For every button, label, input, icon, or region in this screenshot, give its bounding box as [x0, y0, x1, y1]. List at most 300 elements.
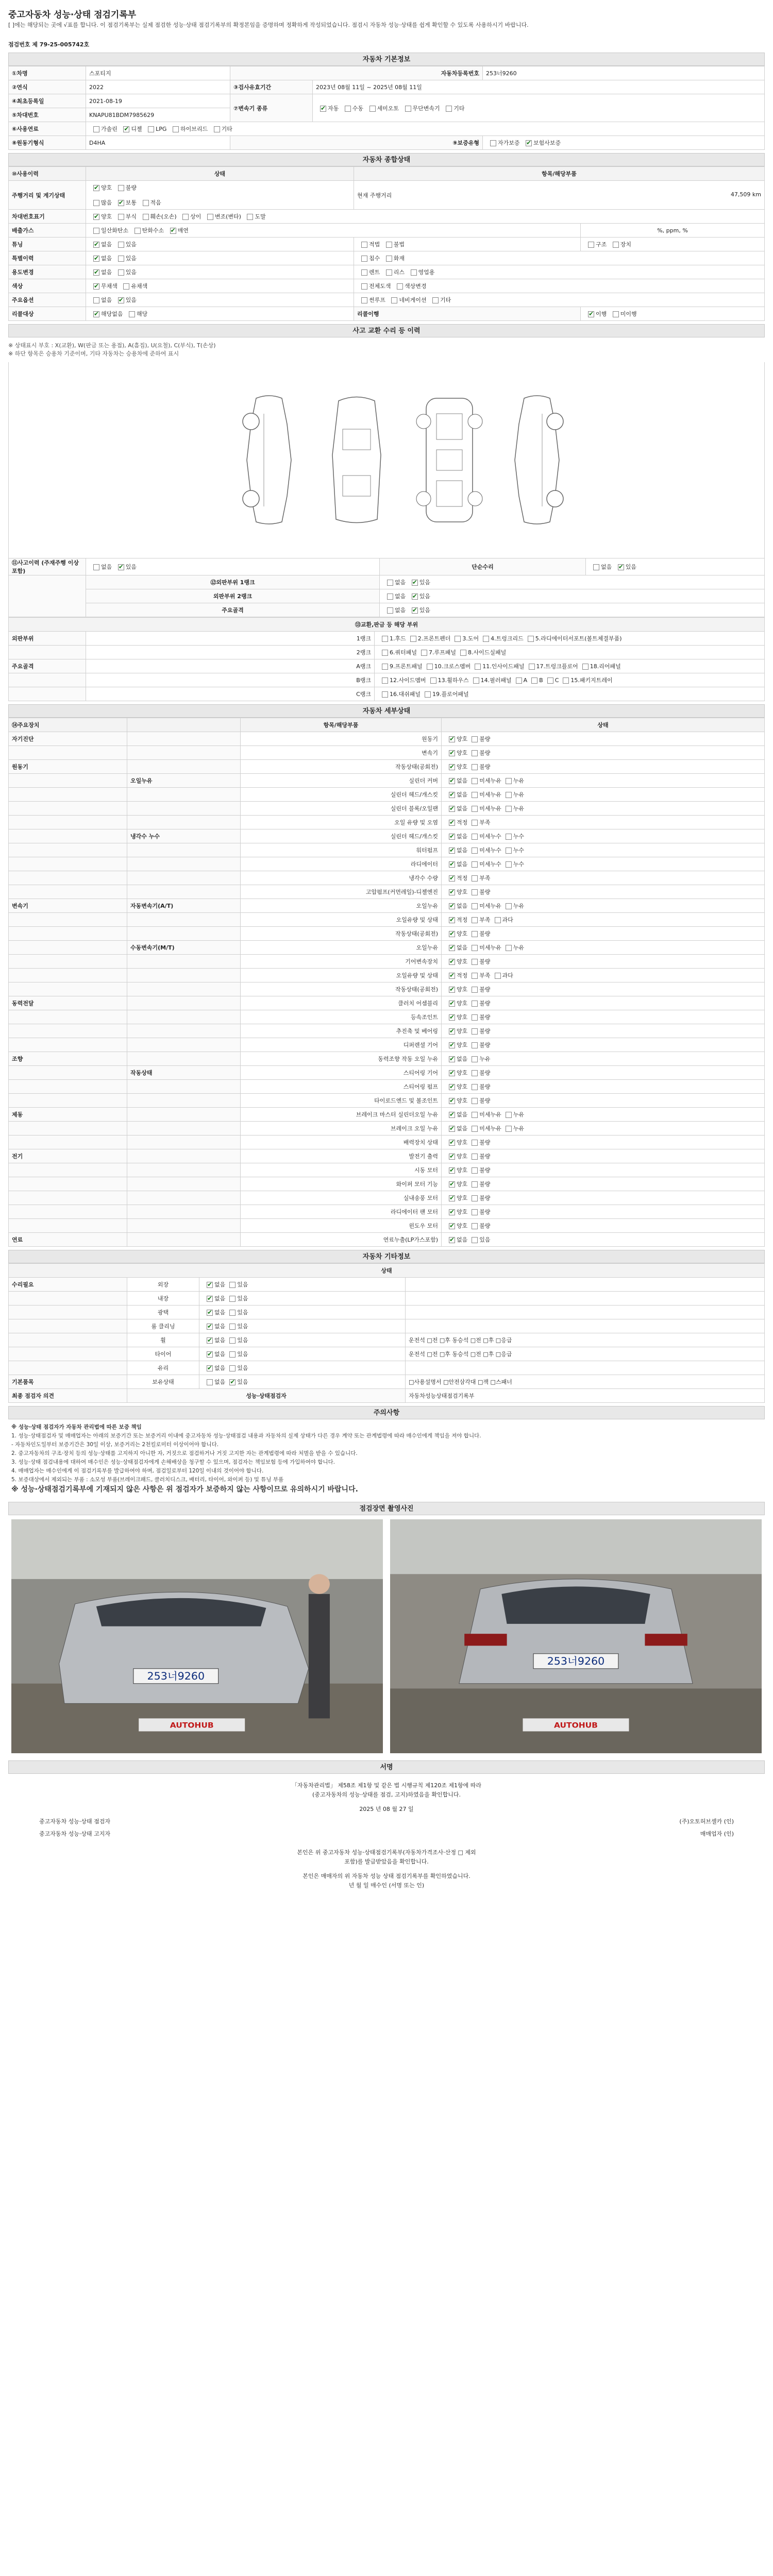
- detail-option-checkbox[interactable]: [449, 1167, 455, 1174]
- detail-item: 라디에이터: [241, 857, 442, 871]
- detail-option-checkbox[interactable]: [472, 1223, 478, 1229]
- detail-item: 오일유량 및 상태: [241, 913, 442, 927]
- document-title: 중고자동차 성능·상태 점검기록부: [8, 10, 137, 20]
- detail-options: [442, 955, 765, 969]
- other-option-checkbox[interactable]: [207, 1365, 213, 1371]
- other-option-checkbox[interactable]: [229, 1310, 236, 1316]
- detail-options: [442, 802, 765, 816]
- detail-option-label: 미세누유: [479, 805, 501, 812]
- detail-option-checkbox[interactable]: [449, 1084, 455, 1090]
- detail-option-label: 불량: [479, 958, 491, 965]
- other-option-checkbox[interactable]: [229, 1337, 236, 1344]
- caution-line: 1. 성능·상태점검자 및 매매업자는 아래의 보증기간 또는 보증거리 이내에 중고자동차 성능·상태점검 내용과 자동차의 실제 상태가 다른 경우 계약 또는 관계법령에 따라 매수인에게 책임을 져야 합니다.: [11, 1433, 481, 1439]
- detail-option-checkbox[interactable]: [472, 861, 478, 868]
- detail-options: [442, 941, 765, 955]
- panel2-yes-checkbox[interactable]: [412, 594, 418, 600]
- rank-item-checkbox[interactable]: [455, 636, 461, 642]
- detail-option-checkbox[interactable]: [472, 903, 478, 909]
- detail-option-label: 없음: [457, 1236, 468, 1243]
- detail-option-checkbox[interactable]: [449, 959, 455, 965]
- option-yes-checkbox[interactable]: [118, 297, 124, 303]
- detail-option-checkbox[interactable]: [449, 861, 455, 868]
- fuel-gasoline-checkbox[interactable]: [93, 126, 99, 132]
- rank-item-checkbox[interactable]: [382, 677, 388, 684]
- option-etc-checkbox[interactable]: [432, 297, 439, 303]
- detail-sub: [127, 982, 241, 996]
- detail-option-checkbox[interactable]: [449, 1154, 455, 1160]
- rank-item-checkbox[interactable]: [460, 650, 466, 656]
- special-yes-checkbox[interactable]: [118, 256, 124, 262]
- detail-option-label: 있음: [479, 1236, 491, 1243]
- detail-option-checkbox[interactable]: [449, 1070, 455, 1076]
- other-option-checkbox[interactable]: [207, 1337, 213, 1344]
- caution-line: 3. 성능·상태 점검내용에 대하여 매수인은 성능·상태점검자에게 손해배상을 청구할 수 있으며, 점검자는 책임보험 등에 가입하여야 합니다.: [11, 1459, 335, 1465]
- acc-none-checkbox[interactable]: [93, 564, 99, 570]
- detail-option-label: 미세누유: [479, 903, 501, 909]
- detail-option-checkbox[interactable]: [506, 778, 512, 784]
- detail-option-checkbox[interactable]: [472, 1028, 478, 1035]
- detail-option-checkbox[interactable]: [472, 987, 478, 993]
- sign-confirm-4: 년 월 일 매수인 (서명 또는 인): [348, 1882, 425, 1889]
- detail-option-label: 미세누수: [479, 861, 501, 868]
- warranty-options: 자가보증 ✔ 보험사보증: [483, 136, 765, 150]
- detail-option-checkbox[interactable]: [472, 1237, 478, 1243]
- frame-none-checkbox[interactable]: [387, 607, 393, 614]
- usage-rent-checkbox[interactable]: [361, 269, 367, 276]
- detail-sub: [127, 969, 241, 982]
- panel2-none-checkbox[interactable]: [387, 594, 393, 600]
- vin-mark-damage-checkbox[interactable]: [143, 214, 149, 220]
- detail-option-checkbox[interactable]: [472, 1195, 478, 1201]
- rank-item-checkbox[interactable]: [382, 636, 388, 642]
- detail-options: [442, 788, 765, 802]
- option-navi-checkbox[interactable]: [391, 297, 397, 303]
- rank-item-checkbox[interactable]: [475, 664, 481, 670]
- detail-sub: [127, 1122, 241, 1136]
- other-option-label: 없음: [214, 1337, 226, 1344]
- rank-group-label: 외판부위: [9, 632, 86, 646]
- rank-item-label: 17.트렁크플로어: [536, 663, 578, 670]
- recall-done-checkbox[interactable]: [588, 311, 594, 317]
- special-none-checkbox[interactable]: [93, 256, 99, 262]
- detail-group: [9, 816, 127, 829]
- detail-option-checkbox[interactable]: [495, 917, 501, 923]
- rank-item-label: 13.휠하우스: [438, 677, 469, 684]
- detail-item: 시동 모터: [241, 1163, 442, 1177]
- detail-row: [9, 1038, 765, 1052]
- detail-group: [9, 1191, 127, 1205]
- other-option-checkbox[interactable]: [229, 1379, 236, 1385]
- detail-option-checkbox[interactable]: [449, 945, 455, 951]
- sign-confirm-2: 포함)를 발급받았음을 확인합니다.: [344, 1858, 429, 1865]
- special-sub-options: 침수 화재: [354, 251, 765, 265]
- rank-item-checkbox[interactable]: [427, 664, 433, 670]
- detail-option-checkbox[interactable]: [472, 834, 478, 840]
- detail-row: [9, 1010, 765, 1024]
- other-option-checkbox[interactable]: [207, 1282, 213, 1288]
- detail-option-checkbox[interactable]: [449, 1181, 455, 1188]
- detail-option-checkbox[interactable]: [472, 1126, 478, 1132]
- parts-header: ⑬교환,판금 등 해당 부위: [9, 618, 765, 632]
- detail-option-checkbox[interactable]: [472, 931, 478, 937]
- mileage-many-checkbox[interactable]: [93, 200, 99, 206]
- col-detail: 항목/해당부품: [354, 167, 765, 181]
- detail-option-checkbox[interactable]: [449, 1014, 455, 1021]
- trans-manual-checkbox[interactable]: [345, 106, 351, 112]
- car-diagram: [8, 362, 765, 558]
- detail-option-checkbox[interactable]: [449, 931, 455, 937]
- rank-item-checkbox[interactable]: [483, 636, 489, 642]
- detail-option-checkbox[interactable]: [449, 889, 455, 895]
- detail-option-checkbox[interactable]: [472, 917, 478, 923]
- detail-option-checkbox[interactable]: [449, 987, 455, 993]
- other-option-checkbox[interactable]: [207, 1379, 213, 1385]
- usage-business-checkbox[interactable]: [411, 269, 417, 276]
- vin-mark-good-checkbox[interactable]: [93, 214, 99, 220]
- color-change-checkbox[interactable]: [397, 283, 403, 290]
- usage-lease-checkbox[interactable]: [386, 269, 392, 276]
- rank-item-checkbox[interactable]: [473, 677, 479, 684]
- detail-option-checkbox[interactable]: [472, 1167, 478, 1174]
- recall-none-checkbox[interactable]: [93, 311, 99, 317]
- detail-option-checkbox[interactable]: [506, 848, 512, 854]
- detail-option-checkbox[interactable]: [449, 1140, 455, 1146]
- detail-group: 원동기: [9, 760, 127, 774]
- other-option-checkbox[interactable]: [229, 1296, 236, 1302]
- detail-option-checkbox[interactable]: [449, 792, 455, 798]
- detail-option-checkbox[interactable]: [506, 806, 512, 812]
- sign-left-1: 중고자동차 성능·상태 점검자: [39, 1818, 111, 1825]
- detail-option-label: 누수: [513, 833, 525, 840]
- special-fire-checkbox[interactable]: [386, 256, 392, 262]
- vin-mark-diff-checkbox[interactable]: [182, 214, 189, 220]
- detail-sub: [127, 843, 241, 857]
- detail-row: [9, 1024, 765, 1038]
- tuning-device-checkbox[interactable]: [613, 242, 619, 248]
- detail-option-checkbox[interactable]: [472, 1140, 478, 1146]
- other-item: 휠: [127, 1333, 199, 1347]
- rank-items: [375, 687, 765, 701]
- other-option-checkbox[interactable]: [207, 1296, 213, 1302]
- detail-options: [442, 774, 765, 788]
- detail-option-checkbox[interactable]: [449, 1209, 455, 1215]
- detail-option-label: 누유: [513, 903, 525, 909]
- detail-row: [9, 1052, 765, 1066]
- rank-group-label: [9, 646, 86, 659]
- rank-item-checkbox[interactable]: [430, 677, 436, 684]
- detail-option-checkbox[interactable]: [472, 820, 478, 826]
- detail-row: [9, 760, 765, 774]
- color-achromatic-checkbox[interactable]: [93, 283, 99, 290]
- detail-option-checkbox[interactable]: [472, 736, 478, 742]
- warranty-self-checkbox[interactable]: [490, 140, 496, 146]
- rank-item-label: 16.대쉬패널: [390, 691, 421, 698]
- detail-item: 배력장치 상태: [241, 1136, 442, 1149]
- tuning-legal-options: 적법 불법: [354, 238, 581, 251]
- exhaust-co-checkbox[interactable]: [93, 228, 99, 234]
- mileage-bad-checkbox[interactable]: [118, 185, 124, 191]
- detail-option-checkbox[interactable]: [449, 1112, 455, 1118]
- detail-option-checkbox[interactable]: [506, 945, 512, 951]
- detail-options: [442, 885, 765, 899]
- detail-option-checkbox[interactable]: [449, 1223, 455, 1229]
- photo-rear-banner: AUTOHUB: [554, 1721, 598, 1730]
- simple-label: 단순수리: [380, 558, 586, 575]
- detail-option-checkbox[interactable]: [449, 848, 455, 854]
- panel2-options: 없음 ✔ 있음: [380, 589, 765, 603]
- tuning-struct-checkbox[interactable]: [588, 242, 594, 248]
- exhaust-hc-checkbox[interactable]: [135, 228, 141, 234]
- detail-option-checkbox[interactable]: [472, 889, 478, 895]
- detail-option-label: 적정: [457, 875, 468, 882]
- detail-option-checkbox[interactable]: [449, 750, 455, 756]
- detail-option-checkbox[interactable]: [449, 973, 455, 979]
- detail-item: 실린더 커버: [241, 774, 442, 788]
- detail-option-checkbox[interactable]: [449, 764, 455, 770]
- rank-item-checkbox[interactable]: [529, 664, 535, 670]
- detail-options: [442, 1163, 765, 1177]
- detail-group: [9, 941, 127, 955]
- detail-options: [442, 982, 765, 996]
- detail-option-checkbox[interactable]: [449, 1126, 455, 1132]
- fuel-etc-checkbox[interactable]: [214, 126, 220, 132]
- detail-option-checkbox[interactable]: [472, 1209, 478, 1215]
- other-option-label: 없음: [214, 1379, 226, 1385]
- rank-item-checkbox[interactable]: [382, 650, 388, 656]
- warranty-label: ⑨보증유형: [230, 136, 483, 150]
- detail-group: 연료: [9, 1233, 127, 1247]
- detail-option-checkbox[interactable]: [449, 1042, 455, 1048]
- other-extra: [406, 1306, 765, 1319]
- detail-option-checkbox[interactable]: [472, 764, 478, 770]
- rank-item-checkbox[interactable]: [563, 677, 569, 684]
- detail-option-checkbox[interactable]: [472, 973, 478, 979]
- detail-option-checkbox[interactable]: [472, 778, 478, 784]
- recall-undone-checkbox[interactable]: [613, 311, 619, 317]
- detail-option-checkbox[interactable]: [449, 1001, 455, 1007]
- detail-sub: [127, 871, 241, 885]
- legend-line-1: ※ 상태표시 부호 : X(교환), W(판금 또는 용접), A(흠집), U(요철), C(부식), T(손상): [8, 342, 216, 349]
- detail-option-checkbox[interactable]: [449, 1195, 455, 1201]
- motor-label: ⑧원동기형식: [9, 136, 86, 150]
- detail-options: [442, 816, 765, 829]
- other-option-checkbox[interactable]: [207, 1351, 213, 1358]
- exhaust-label: 배출가스: [9, 224, 86, 238]
- caution-notes: [8, 1419, 765, 1499]
- detail-item: 와이퍼 모터 기능: [241, 1177, 442, 1191]
- trans-cvt-checkbox[interactable]: [405, 106, 411, 112]
- detail-option-checkbox[interactable]: [449, 736, 455, 742]
- rank-item-checkbox[interactable]: [582, 664, 589, 670]
- rank-item-checkbox[interactable]: [382, 691, 388, 698]
- detail-option-checkbox[interactable]: [472, 1098, 478, 1104]
- detail-option-checkbox[interactable]: [449, 820, 455, 826]
- rank-item-checkbox[interactable]: [425, 691, 431, 698]
- detail-option-checkbox[interactable]: [472, 1042, 478, 1048]
- fuel-options: 가솔린 ✔ 디젤 LPG 하이브리드 기타: [86, 122, 765, 136]
- detail-option-checkbox[interactable]: [472, 875, 478, 882]
- detail-option-checkbox[interactable]: [472, 1154, 478, 1160]
- detail-option-checkbox[interactable]: [472, 1001, 478, 1007]
- detail-options: [442, 899, 765, 913]
- detail-option-label: 없음: [457, 777, 468, 784]
- other-option-checkbox[interactable]: [229, 1351, 236, 1358]
- detail-option-label: 불량: [479, 1070, 491, 1076]
- recall-yes-checkbox[interactable]: [129, 311, 135, 317]
- tuning-legal-checkbox[interactable]: [361, 242, 367, 248]
- detail-option-checkbox[interactable]: [506, 861, 512, 868]
- detail-option-checkbox[interactable]: [449, 1098, 455, 1104]
- detail-option-checkbox[interactable]: [506, 792, 512, 798]
- detail-option-label: 불량: [479, 1195, 491, 1201]
- detail-option-checkbox[interactable]: [495, 973, 501, 979]
- detail-option-checkbox[interactable]: [472, 792, 478, 798]
- other-option-checkbox[interactable]: [207, 1310, 213, 1316]
- rank-row: [9, 632, 765, 646]
- vin-mark-alter-checkbox[interactable]: [207, 214, 213, 220]
- detail-option-label: 양호: [457, 1139, 468, 1146]
- warranty-insurance-checkbox[interactable]: [526, 140, 532, 146]
- trans-auto-checkbox[interactable]: [320, 106, 326, 112]
- rank-item-checkbox[interactable]: [421, 650, 427, 656]
- fuel-lpg-checkbox[interactable]: [148, 126, 154, 132]
- special-flood-checkbox[interactable]: [361, 256, 367, 262]
- mileage-normal-checkbox[interactable]: [118, 200, 124, 206]
- other-item: 유리: [127, 1361, 199, 1375]
- detail-options: [442, 1038, 765, 1052]
- frame-yes-checkbox[interactable]: [412, 607, 418, 614]
- tuning-yes-checkbox[interactable]: [118, 242, 124, 248]
- detail-item: 실린더 블록/오일팬: [241, 802, 442, 816]
- detail-option-checkbox[interactable]: [472, 806, 478, 812]
- mileage-few-checkbox[interactable]: [143, 200, 149, 206]
- detail-sub: [127, 1233, 241, 1247]
- other-extra: 운전석 □전 □후 동승석 □전 □후 □응급: [406, 1333, 765, 1347]
- detail-option-checkbox[interactable]: [472, 750, 478, 756]
- detail-option-checkbox[interactable]: [449, 875, 455, 882]
- rank-item-checkbox[interactable]: [547, 677, 553, 684]
- rank-item-checkbox[interactable]: [410, 636, 416, 642]
- fuel-diesel-checkbox[interactable]: [123, 126, 129, 132]
- detail-option-checkbox[interactable]: [506, 1126, 512, 1132]
- option-none-checkbox[interactable]: [93, 297, 99, 303]
- panel1-none-checkbox[interactable]: [387, 580, 393, 586]
- rank-item-checkbox[interactable]: [528, 636, 534, 642]
- detail-group: [9, 1010, 127, 1024]
- detail-option-checkbox[interactable]: [472, 848, 478, 854]
- detail-option-checkbox[interactable]: [506, 834, 512, 840]
- color-chromatic-checkbox[interactable]: [123, 283, 129, 290]
- detail-item: 클러치 어셈블리: [241, 996, 442, 1010]
- detail-option-checkbox[interactable]: [472, 1112, 478, 1118]
- detail-row: [9, 843, 765, 857]
- other-group: [9, 1333, 127, 1347]
- vin-mark-rust-checkbox[interactable]: [118, 214, 124, 220]
- detail-option-label: 불량: [479, 1028, 491, 1035]
- detail-option-label: 없음: [457, 944, 468, 951]
- mileage-good-checkbox[interactable]: [93, 185, 99, 191]
- detail-group: [9, 927, 127, 941]
- tuning-illegal-checkbox[interactable]: [386, 242, 392, 248]
- usage-yes-checkbox[interactable]: [118, 269, 124, 276]
- fuel-hybrid-checkbox[interactable]: [173, 126, 179, 132]
- detail-sub: [127, 1080, 241, 1094]
- option-sunroof-checkbox[interactable]: [361, 297, 367, 303]
- trans-etc-checkbox[interactable]: [446, 106, 452, 112]
- detail-option-label: 불량: [479, 889, 491, 895]
- other-option-label: 있음: [237, 1379, 248, 1385]
- detail-sub: [127, 788, 241, 802]
- first-reg-value: 2021-08-19: [86, 94, 230, 108]
- detail-item: 오일누유: [241, 899, 442, 913]
- detail-group: [9, 982, 127, 996]
- detail-option-checkbox[interactable]: [472, 1056, 478, 1062]
- tuning-none-checkbox[interactable]: [93, 242, 99, 248]
- panel1-options: 없음 ✔ 있음: [380, 575, 765, 589]
- detail-option-checkbox[interactable]: [472, 959, 478, 965]
- other-option-checkbox[interactable]: [229, 1365, 236, 1371]
- other-group: [9, 1292, 127, 1306]
- simple-yes-checkbox[interactable]: [618, 564, 624, 570]
- detail-option-checkbox[interactable]: [449, 1028, 455, 1035]
- detail-option-checkbox[interactable]: [449, 1056, 455, 1062]
- panel1-yes-checkbox[interactable]: [412, 580, 418, 586]
- detail-option-checkbox[interactable]: [449, 778, 455, 784]
- usage-none-checkbox[interactable]: [93, 269, 99, 276]
- other-option-checkbox[interactable]: [229, 1324, 236, 1330]
- acc-yes-checkbox[interactable]: [118, 564, 124, 570]
- detail-option-checkbox[interactable]: [472, 1084, 478, 1090]
- detail-option-checkbox[interactable]: [472, 1014, 478, 1021]
- acc-blank-label: [9, 575, 86, 617]
- detail-options: [442, 1233, 765, 1247]
- detail-option-checkbox[interactable]: [449, 903, 455, 909]
- detail-sub: [127, 760, 241, 774]
- detail-option-checkbox[interactable]: [449, 834, 455, 840]
- rank-item-checkbox[interactable]: [382, 664, 388, 670]
- detail-option-checkbox[interactable]: [472, 1070, 478, 1076]
- detail-option-checkbox[interactable]: [449, 806, 455, 812]
- rank-item-label: 3.도어: [462, 635, 479, 642]
- detail-option-checkbox[interactable]: [506, 903, 512, 909]
- detail-option-label: 불량: [479, 736, 491, 742]
- detail-option-checkbox[interactable]: [506, 1112, 512, 1118]
- detail-option-checkbox[interactable]: [449, 917, 455, 923]
- detail-sub: [127, 1177, 241, 1191]
- vin-mark-paint-checkbox[interactable]: [247, 214, 253, 220]
- rank-items: [375, 632, 765, 646]
- detail-option-label: 양호: [457, 958, 468, 965]
- detail-option-checkbox[interactable]: [449, 1237, 455, 1243]
- trans-semi-checkbox[interactable]: [369, 106, 376, 112]
- other-option-label: 있음: [237, 1281, 248, 1288]
- exhaust-smoke-checkbox[interactable]: [170, 228, 176, 234]
- other-option-checkbox[interactable]: [207, 1324, 213, 1330]
- detail-group: 조향: [9, 1052, 127, 1066]
- simple-none-checkbox[interactable]: [593, 564, 599, 570]
- detail-option-checkbox[interactable]: [472, 1181, 478, 1188]
- rank-item-checkbox[interactable]: [516, 677, 522, 684]
- rank-item-checkbox[interactable]: [531, 677, 537, 684]
- rank-item-label: 6.쿼터패널: [390, 649, 417, 656]
- rank-item-label: 9.프론트패널: [390, 663, 423, 670]
- detail-options: [442, 1149, 765, 1163]
- color-full-checkbox[interactable]: [361, 283, 367, 290]
- detail-option-checkbox[interactable]: [472, 945, 478, 951]
- detail-item: 라디에이터 팬 모터: [241, 1205, 442, 1219]
- detail-group: [9, 1136, 127, 1149]
- other-option-checkbox[interactable]: [229, 1282, 236, 1288]
